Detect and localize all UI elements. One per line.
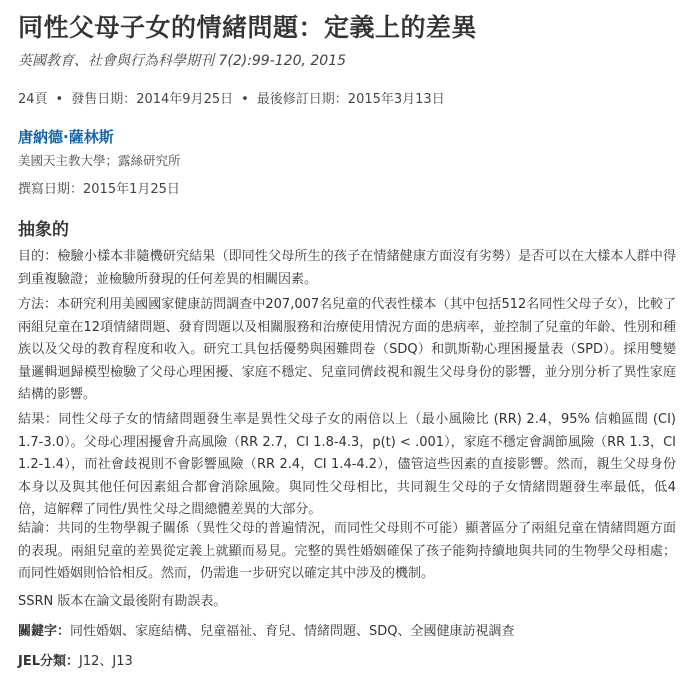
abstract-paragraph-objective: 目的：檢驗小樣本非隨機研究結果（即同性父母所生的孩子在情緒健康方面沒有劣勢）是否可以在大樣本人群中得到重複驗證；並檢驗所發現的任何差異的相關因素。 bbox=[18, 249, 676, 287]
posted-date: 發售日期：2014年9月25日 bbox=[71, 92, 234, 107]
paper-meta bbox=[18, 88, 445, 107]
abstract-paragraph-methods: 方法：本研究利用美國國家健康訪問調查中207,007名兒童的代表性樣本（其中包括512名同性父母子女），比較了兩組兒童在12項情緒問題、發育問題以及相關服務和治療使用情況方面的患病率，並控制了兒童的年齡、性別和種族以及父母的教育程度和收入。研究工具包括優勢與困難問卷（SDQ）和凱斯勒心理困擾量表（SPD）。採用雙變量邏輯迴歸模型檢驗了父母心理困擾、家庭不穩定、兒童同儕歧視和親生父母身份的影響，並分別分析了異性家庭結構的影響。 bbox=[18, 297, 676, 402]
keywords-label: 關鍵字： bbox=[18, 624, 71, 639]
abstract-paragraph-conclusions: 結論：共同的生物學親子關係（異性父母的普遍情況，而同性父母則不可能）顯著區分了兩組兒童在情緒問題方面的表現。兩組兒童的差異從定義上就顯而易見。完整的異性婚姻確保了孩子能夠持續地與共同的生物學父母相處；而同性婚姻則恰恰相反。然而，仍需進一步研究以確定其中涉及的機制。 bbox=[18, 521, 676, 581]
journal-citation: 英國教育、社會與行為科學期刊 7(2):99-120, 2015 bbox=[18, 53, 347, 69]
abstract-paragraph-results: 結果：同性父母子女的情緒問題發生率是異性父母子女的兩倍以上（最小風險比 (RR) 2.4，95% 信賴區間 (CI) 1.7-3.0）。父母心理困擾會升高風險（RR 2.7，CI 1.8-4.3，p(t) < .001），家庭不穩定會調節風險（RR 1.3，CI 1.2-1.4），而社會歧視則不會影響風險（RR 2.4，CI 1.4-4.2），儘管這些因素的直接影響。然而，親生父母身份本身以及與其他任何因素組合都會消除風險。與同性父母相比，共同親生父母的子女情緒問題發生率最低，低4倍，這解釋了同性/異性父母之間總體差異的大部分。 bbox=[18, 412, 676, 517]
meta-separator: • bbox=[241, 92, 249, 107]
jel-value: J12、J13 bbox=[79, 654, 133, 669]
abstract-paragraph-note: SSRN 版本在論文最後附有勘誤表。 bbox=[18, 594, 227, 609]
meta-separator: • bbox=[55, 92, 64, 107]
keywords-value: 同性婚姻、家庭結構、兒童福祉、育兒、情緒問題、SDQ、全國健康訪視調查 bbox=[70, 624, 515, 639]
jel-classification bbox=[18, 650, 133, 669]
jel-label: JEL分類： bbox=[18, 654, 80, 669]
keywords bbox=[18, 620, 515, 639]
page-count: 24頁 bbox=[18, 92, 48, 107]
author-affiliation: 美國天主教大學；露絲研究所 bbox=[18, 153, 181, 168]
abstract-heading: 抽象的 bbox=[18, 220, 69, 240]
paper-title: 同性父母子女的情緒問題：定義上的差異 bbox=[18, 13, 478, 42]
date-written: 撰寫日期：2015年1月25日 bbox=[18, 182, 180, 197]
revised-date: 最後修訂日期：2015年3月13日 bbox=[256, 92, 445, 107]
author-link[interactable]: 唐納德·薩林斯 bbox=[18, 128, 114, 146]
